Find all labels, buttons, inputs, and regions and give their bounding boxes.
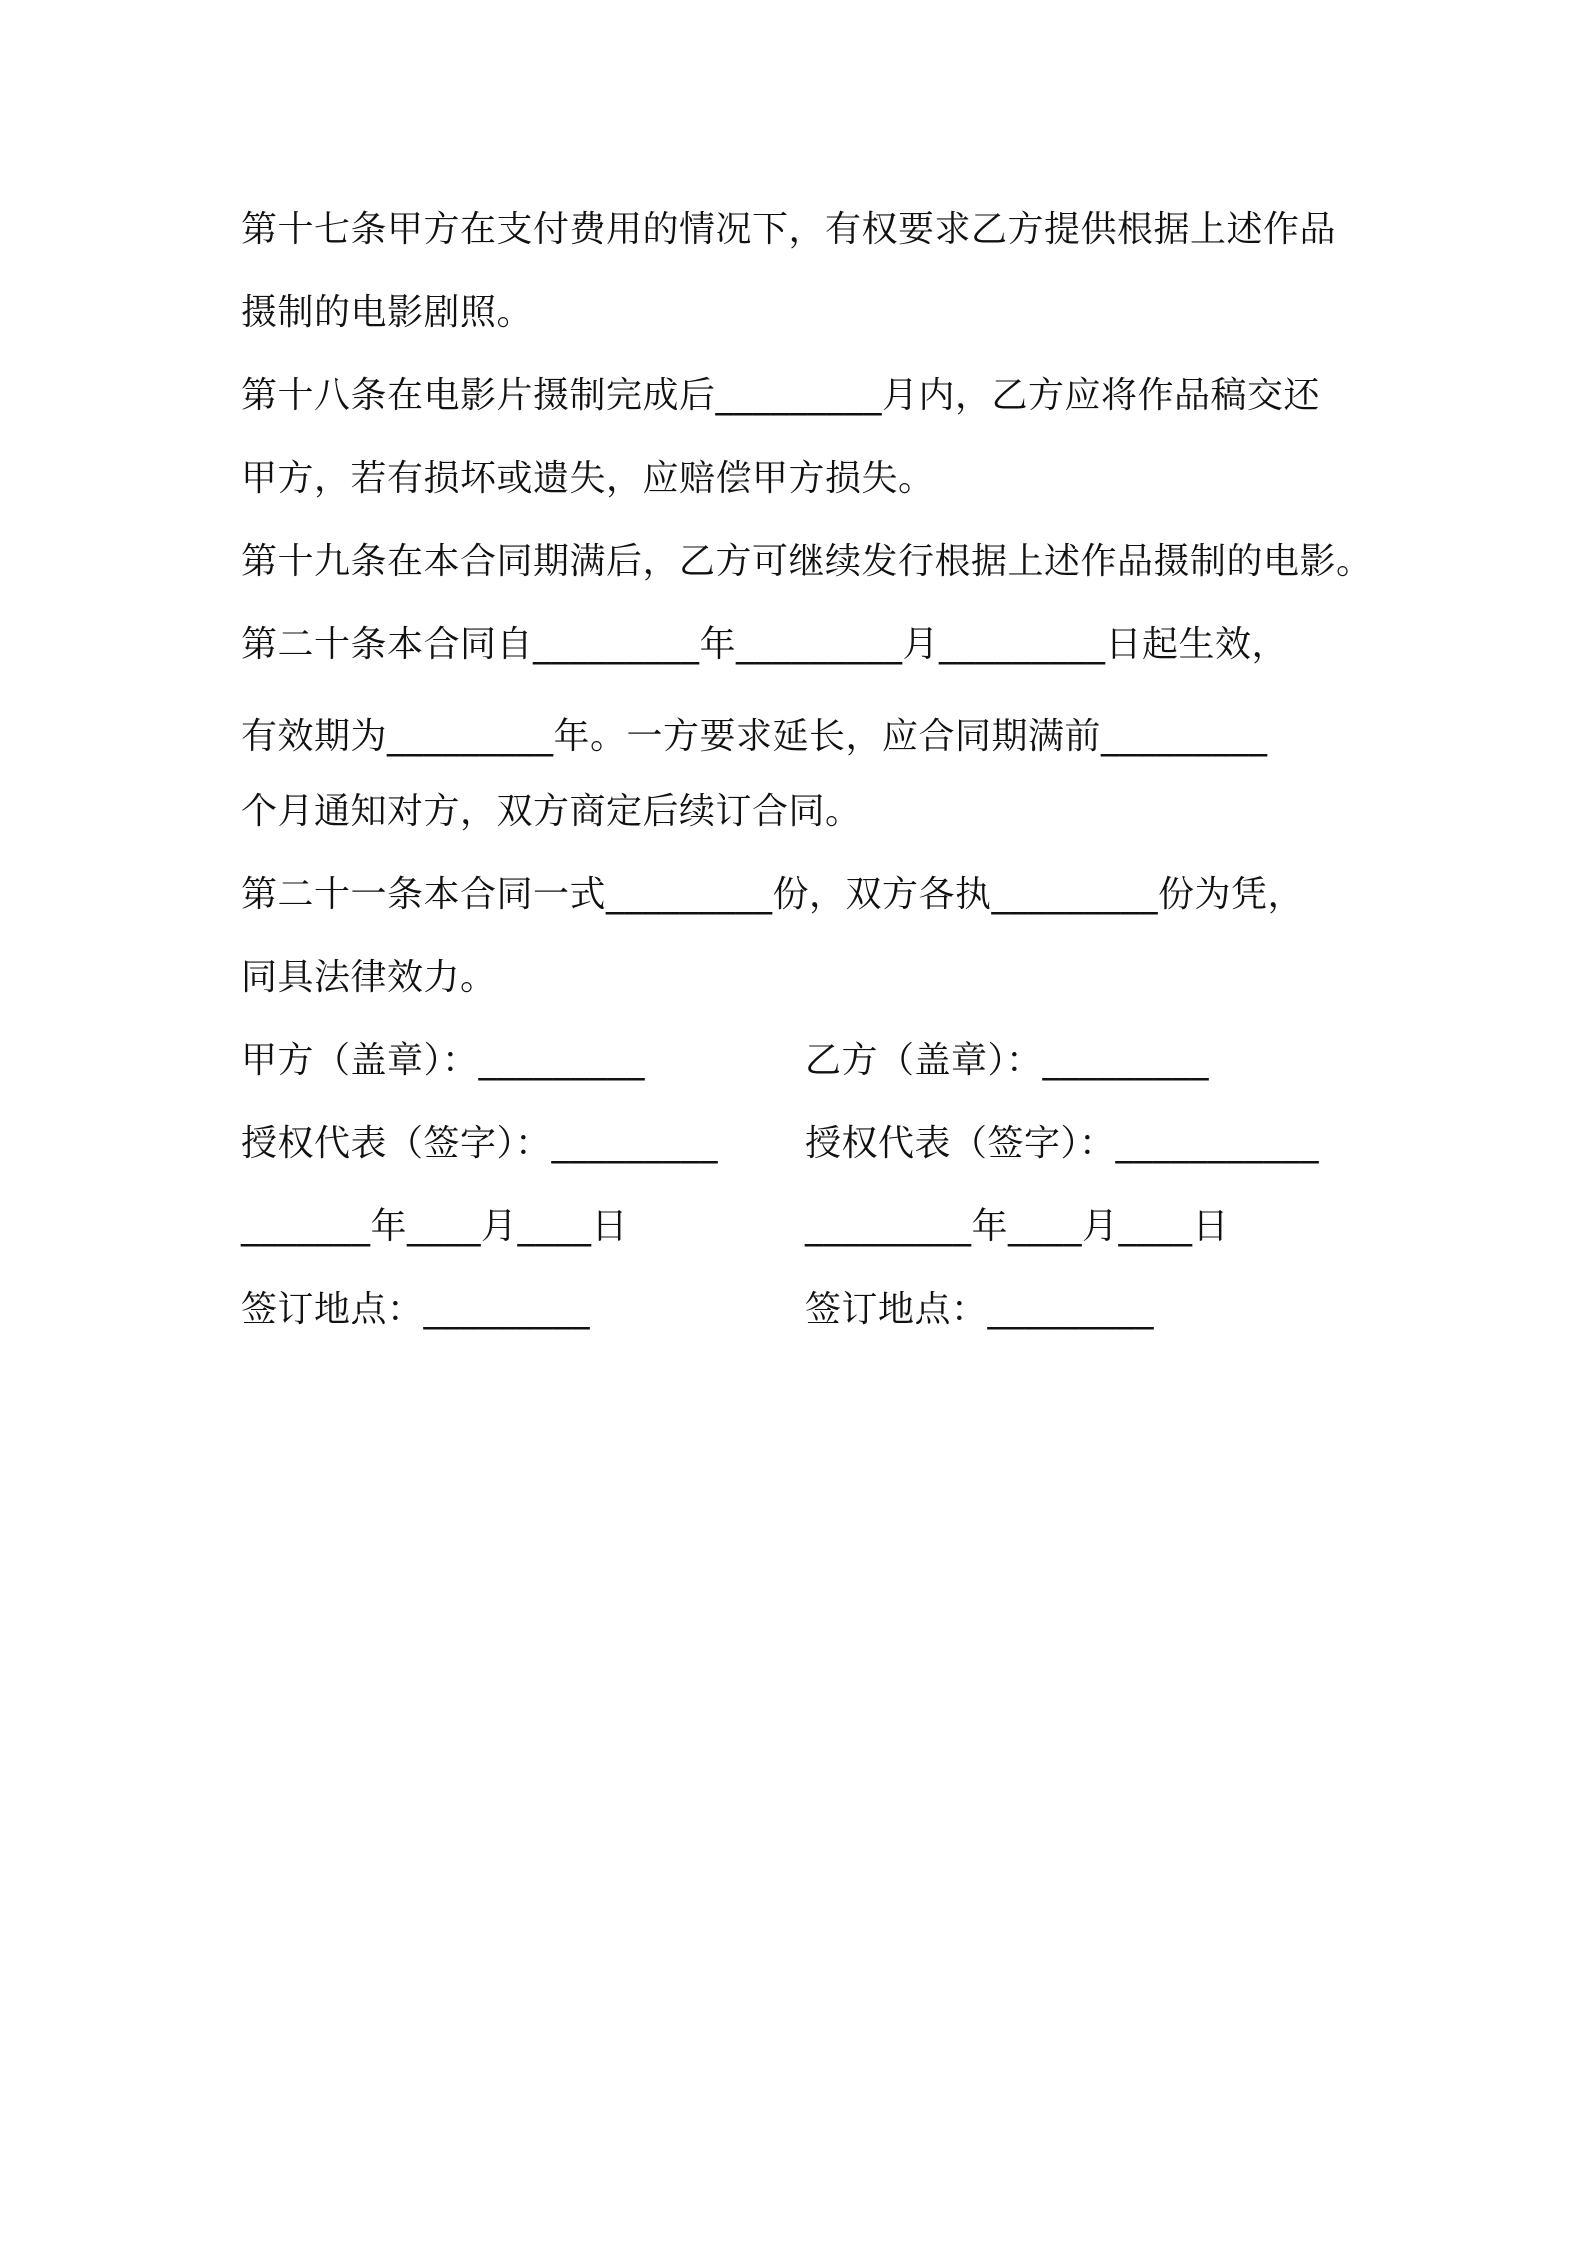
article-18-line-2: 甲方，若有损坏或遗失，应赔偿甲方损失。 [241, 458, 935, 499]
party-b-seal: 乙方（盖章）：_________ [805, 1040, 1210, 1081]
party-a-seal: 甲方（盖章）：_________ [241, 1040, 646, 1081]
party-a-date: _______年____月____日 [241, 1206, 629, 1247]
article-21-line-1: 第二十一条本合同一式_________份，双方各执_________份为凭， [241, 874, 1305, 915]
article-20-line-3: 个月通知对方，双方商定后续订合同。 [241, 791, 862, 832]
article-21-line-2: 同具法律效力。 [241, 957, 497, 998]
article-17-line-1: 第十七条甲方在支付费用的情况下，有权要求乙方提供根据上述作品 [241, 209, 1337, 250]
party-a-representative: 授权代表（签字）：_________ [241, 1123, 719, 1164]
party-b-representative: 授权代表（签字）：___________ [805, 1123, 1320, 1164]
article-20-line-1: 第二十条本合同自_________年_________月_________日起生效， [241, 624, 1289, 665]
article-19-line-1: 第十九条在本合同期满后，乙方可继续发行根据上述作品摄制的电影。 [241, 541, 1373, 582]
party-b-date: _________年____月____日 [805, 1206, 1229, 1247]
article-18-line-1: 第十八条在电影片摄制完成后_________月内，乙方应将作品稿交还 [241, 375, 1321, 416]
party-b-place: 签订地点：_________ [805, 1289, 1155, 1330]
party-a-place: 签订地点：_________ [241, 1289, 591, 1330]
article-17-line-2: 摄制的电影剧照。 [241, 292, 534, 333]
article-20-line-2: 有效期为_________年。一方要求延长，应合同期满前_________ [241, 716, 1268, 757]
